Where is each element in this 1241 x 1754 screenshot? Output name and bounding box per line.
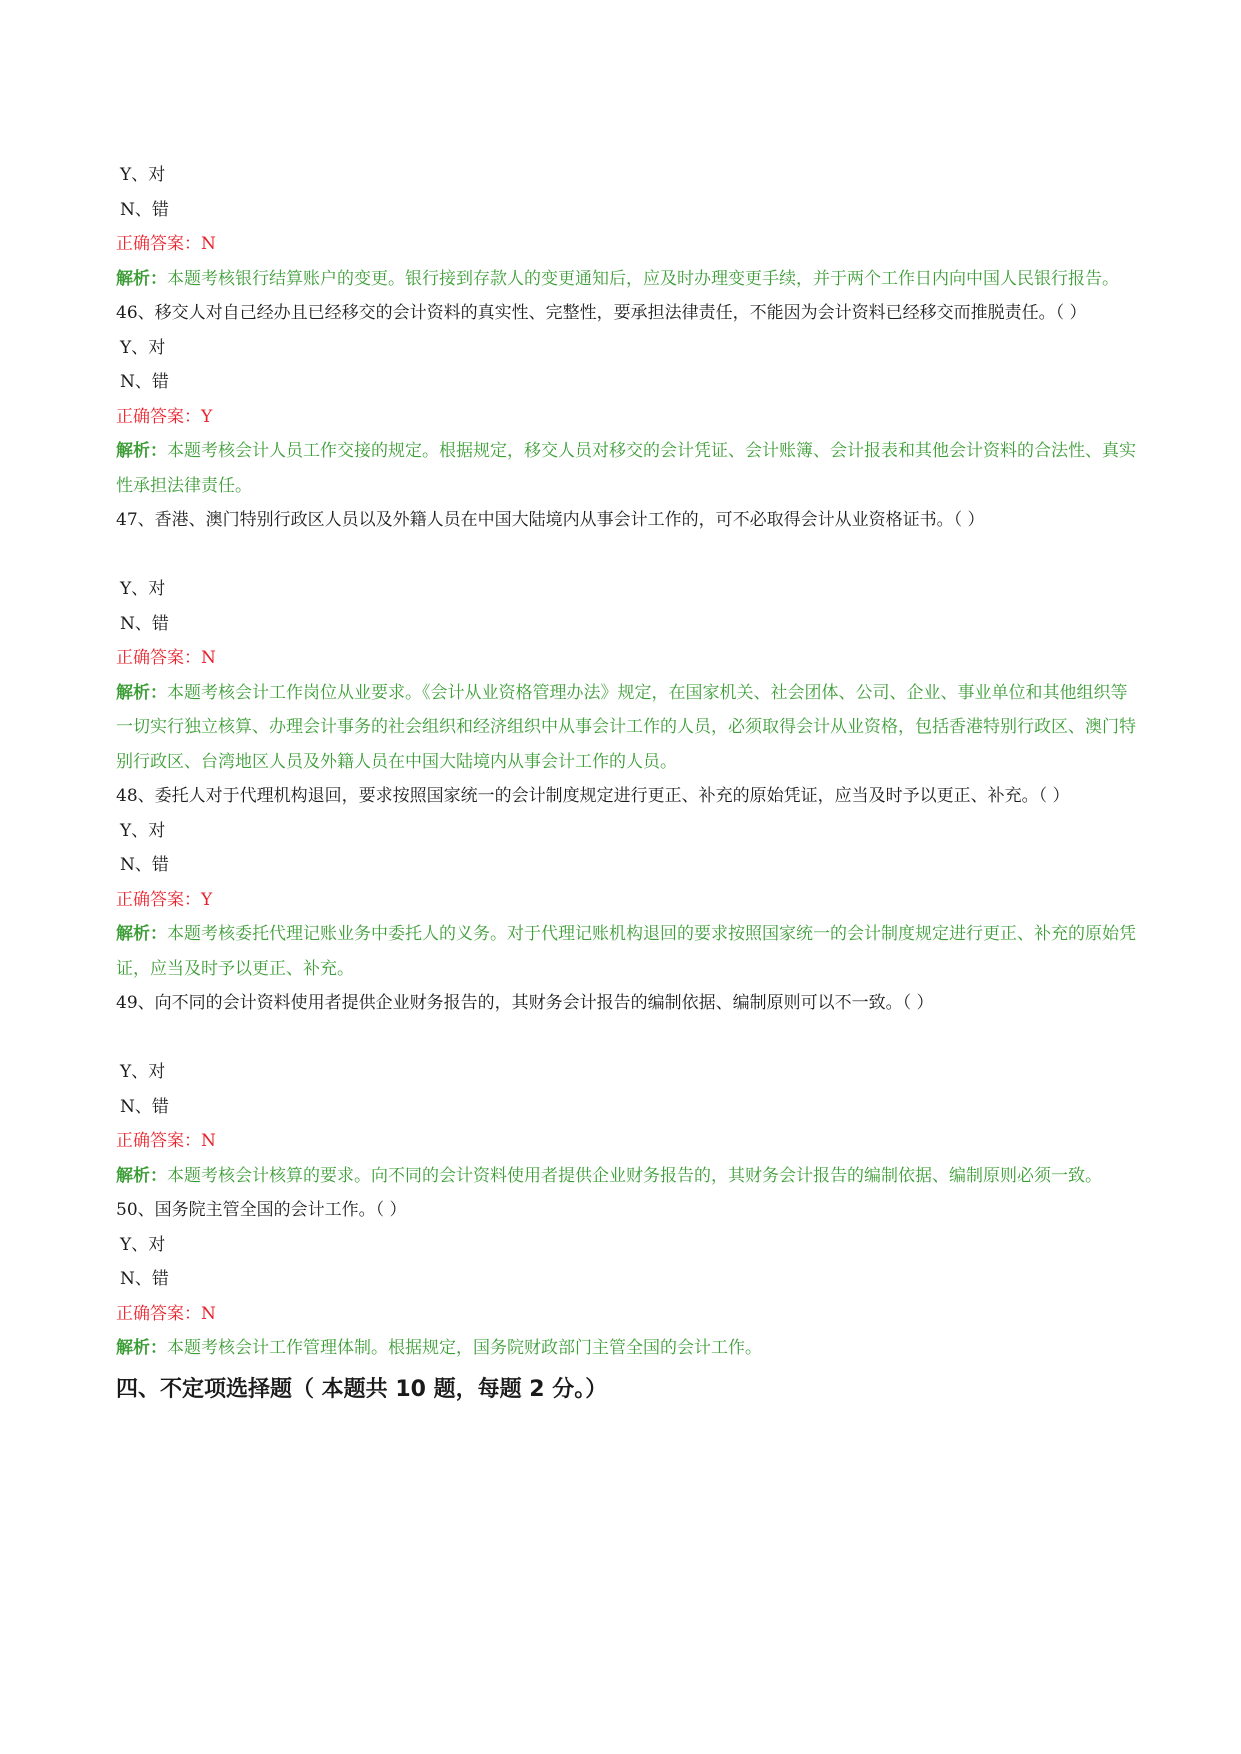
analysis-label: 解析： xyxy=(116,1165,167,1186)
correct-answer: 正确答案：N xyxy=(116,234,216,254)
option-yes: Y、对 xyxy=(120,1234,166,1255)
option-no: N、错 xyxy=(120,372,169,392)
option-yes: Y、对 xyxy=(120,1062,166,1082)
correct-answer: 正确答案：Y xyxy=(116,406,213,427)
analysis-label: 解析： xyxy=(116,441,167,461)
analysis-text xyxy=(116,434,1136,503)
analysis-label: 解析： xyxy=(116,268,167,289)
analysis-label: 解析： xyxy=(116,924,167,944)
analysis-text xyxy=(116,1331,1136,1366)
question-49: 49、向不同的会计资料使用者提供企业财务报告的，其财务会计报告的编制依据、编制原则可以不一致。（ ） xyxy=(116,993,934,1013)
analysis-text xyxy=(116,676,1136,780)
option-yes: Y、对 xyxy=(120,165,166,185)
option-yes: Y、对 xyxy=(120,579,166,599)
option-no: N、错 xyxy=(120,613,169,634)
option-no: N、错 xyxy=(120,855,169,875)
option-no: N、错 xyxy=(120,1096,169,1117)
question-48: 48、委托人对于代理机构退回，要求按照国家统一的会计制度规定进行更正、补充的原始凭证，应当及时予以更正、补充。（ ） xyxy=(116,786,1070,806)
correct-answer: 正确答案：N xyxy=(116,1303,216,1324)
question-46: 46、移交人对自己经办且已经移交的会计资料的真实性、完整性，要承担法律责任，不能因为会计资料已经移交而推脱责任。（ ） xyxy=(116,303,1087,323)
analysis-label: 解析： xyxy=(116,682,167,703)
question-50: 50、国务院主管全国的会计工作。（ ） xyxy=(116,1200,407,1220)
option-no: N、错 xyxy=(120,199,169,220)
analysis-label: 解析： xyxy=(116,1338,167,1358)
analysis-text xyxy=(116,1159,1136,1194)
analysis-body: 本题考核会计工作管理体制。根据规定，国务院财政部门主管全国的会计工作。 xyxy=(167,1338,762,1358)
option-no: N、错 xyxy=(120,1269,169,1289)
option-yes: Y、对 xyxy=(120,337,166,358)
analysis-body: 本题考核会计工作岗位从业要求。《会计从业资格管理办法》规定，在国家机关、社会团体、公司、企业、事业单位和其他组织等一切实行独立核算、办理会计事务的社会组织和经济组织中从事会计工作的人员，必须取得会计从业资格，包括香港特别行政区、澳门特别行政区、台湾地区人员及外籍人员在中国大陆境内从事会计工作的人员。 xyxy=(116,682,1136,772)
blank-line xyxy=(116,538,1136,573)
correct-answer: 正确答案：Y xyxy=(116,889,213,910)
analysis-body: 本题考核委托代理记账业务中委托人的义务。对于代理记账机构退回的要求按照国家统一的会计制度规定进行更正、补充的原始凭证，应当及时予以更正、补充。 xyxy=(116,924,1136,979)
option-yes: Y、对 xyxy=(120,820,166,841)
document-page xyxy=(116,158,1136,1410)
correct-answer: 正确答案：N xyxy=(116,648,216,668)
question-47: 47、香港、澳门特别行政区人员以及外籍人员在中国大陆境内从事会计工作的，可不必取得会计从业资格证书。（ ） xyxy=(116,510,985,530)
analysis-body: 本题考核会计人员工作交接的规定。根据规定，移交人员对移交的会计凭证、会计账簿、会计报表和其他会计资料的合法性、真实性承担法律责任。 xyxy=(116,441,1136,496)
section-heading: 四、不定项选择题（ 本题共 10 题，每题 2 分。） xyxy=(116,1376,608,1402)
analysis-text xyxy=(116,917,1136,986)
correct-answer: 正确答案：N xyxy=(116,1131,216,1151)
analysis-body: 本题考核银行结算账户的变更。银行接到存款人的变更通知后，应及时办理变更手续，并于两个工作日内向中国人民银行报告。 xyxy=(167,268,1119,289)
analysis-body: 本题考核会计核算的要求。向不同的会计资料使用者提供企业财务报告的，其财务会计报告的编制依据、编制原则必须一致。 xyxy=(167,1165,1102,1186)
blank-line xyxy=(116,1021,1136,1056)
analysis-text xyxy=(116,262,1136,297)
